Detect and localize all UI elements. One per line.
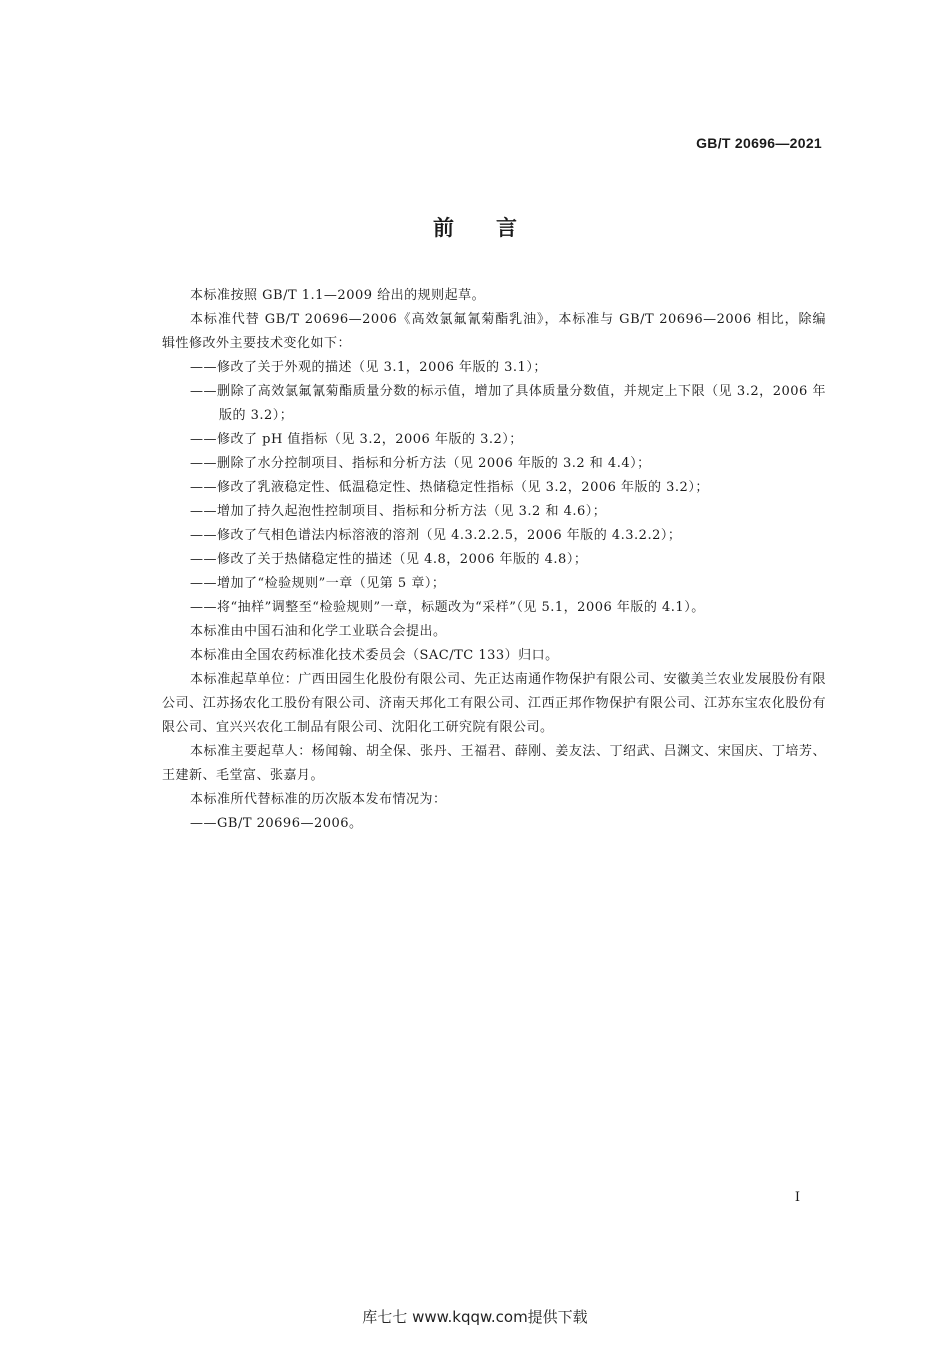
list-item: ——修改了气相色谱法内标溶液的溶剂（见 4.3.2.2.5，2006 年版的 4.3.2.2）； (190, 528, 682, 543)
paragraph: 本标准由中国石油和化学工业联合会提出。 (190, 624, 447, 639)
paragraph: 本标准主要起草人：杨闻翰、胡全保、张丹、王福君、薛刚、姜友法、丁绍武、吕渊文、宋国庆、丁培芳、王建新、毛堂富、张嘉月。 (162, 744, 826, 783)
paragraph: 本标准代替 GB/T 20696—2006《高效氯氟氰菊酯乳油》，本标准与 GB/T 20696—2006 相比，除编辑性修改外主要技术变化如下： (162, 312, 826, 351)
list-item: ——删除了高效氯氟氰菊酯质量分数的标示值，增加了具体质量分数值，并规定上下限（见 3.2，2006 年版的 3.2）； (190, 384, 826, 423)
list-item: ——删除了水分控制项目、指标和分析方法（见 2006 年版的 3.2 和 4.4）； (190, 456, 651, 471)
paragraph: 本标准按照 GB/T 1.1—2009 给出的规则起草。 (190, 288, 486, 303)
foreword-body (162, 284, 826, 836)
paragraph: 本标准起草单位：广西田园生化股份有限公司、先正达南通作物保护有限公司、安徽美兰农业发展股份有限公司、江苏扬农化工股份有限公司、济南天邦化工有限公司、江西正邦作物保护有限公司、江苏东宝农化股份有限公司、宜兴兴农化工制品有限公司、沈阳化工研究院有限公司。 (162, 672, 826, 735)
history-list (162, 812, 826, 836)
list-item: ——增加了“检验规则”一章（见第 5 章）； (190, 576, 446, 591)
list-item: ——将“抽样”调整至“检验规则”一章，标题改为“采样”（见 5.1，2006 年版的 4.1）。 (190, 600, 705, 615)
list-item: ——增加了持久起泡性控制项目、指标和分析方法（见 3.2 和 4.6）； (190, 504, 607, 519)
page-number: I (794, 1190, 800, 1205)
list-item: ——修改了 pH 值指标（见 3.2，2006 年版的 3.2）； (190, 432, 523, 447)
changes-list (162, 356, 826, 620)
paragraph: 本标准所代替标准的历次版本发布情况为： (190, 792, 447, 807)
list-item: ——GB/T 20696—2006。 (190, 816, 363, 831)
list-item: ——修改了关于外观的描述（见 3.1，2006 年版的 3.1）； (190, 360, 547, 375)
standard-code: GB/T 20696—2021 (696, 135, 822, 151)
list-item: ——修改了关于热储稳定性的描述（见 4.8，2006 年版的 4.8）； (190, 552, 588, 567)
paragraph: 本标准由全国农药标准化技术委员会（SAC/TC 133）归口。 (190, 648, 559, 663)
list-item: ——修改了乳液稳定性、低温稳定性、热储稳定性指标（见 3.2，2006 年版的 3.2）； (190, 480, 709, 495)
footer-watermark: 库七七 www.kqqw.com提供下载 (362, 1308, 588, 1326)
page-title: 前言 (433, 216, 559, 240)
